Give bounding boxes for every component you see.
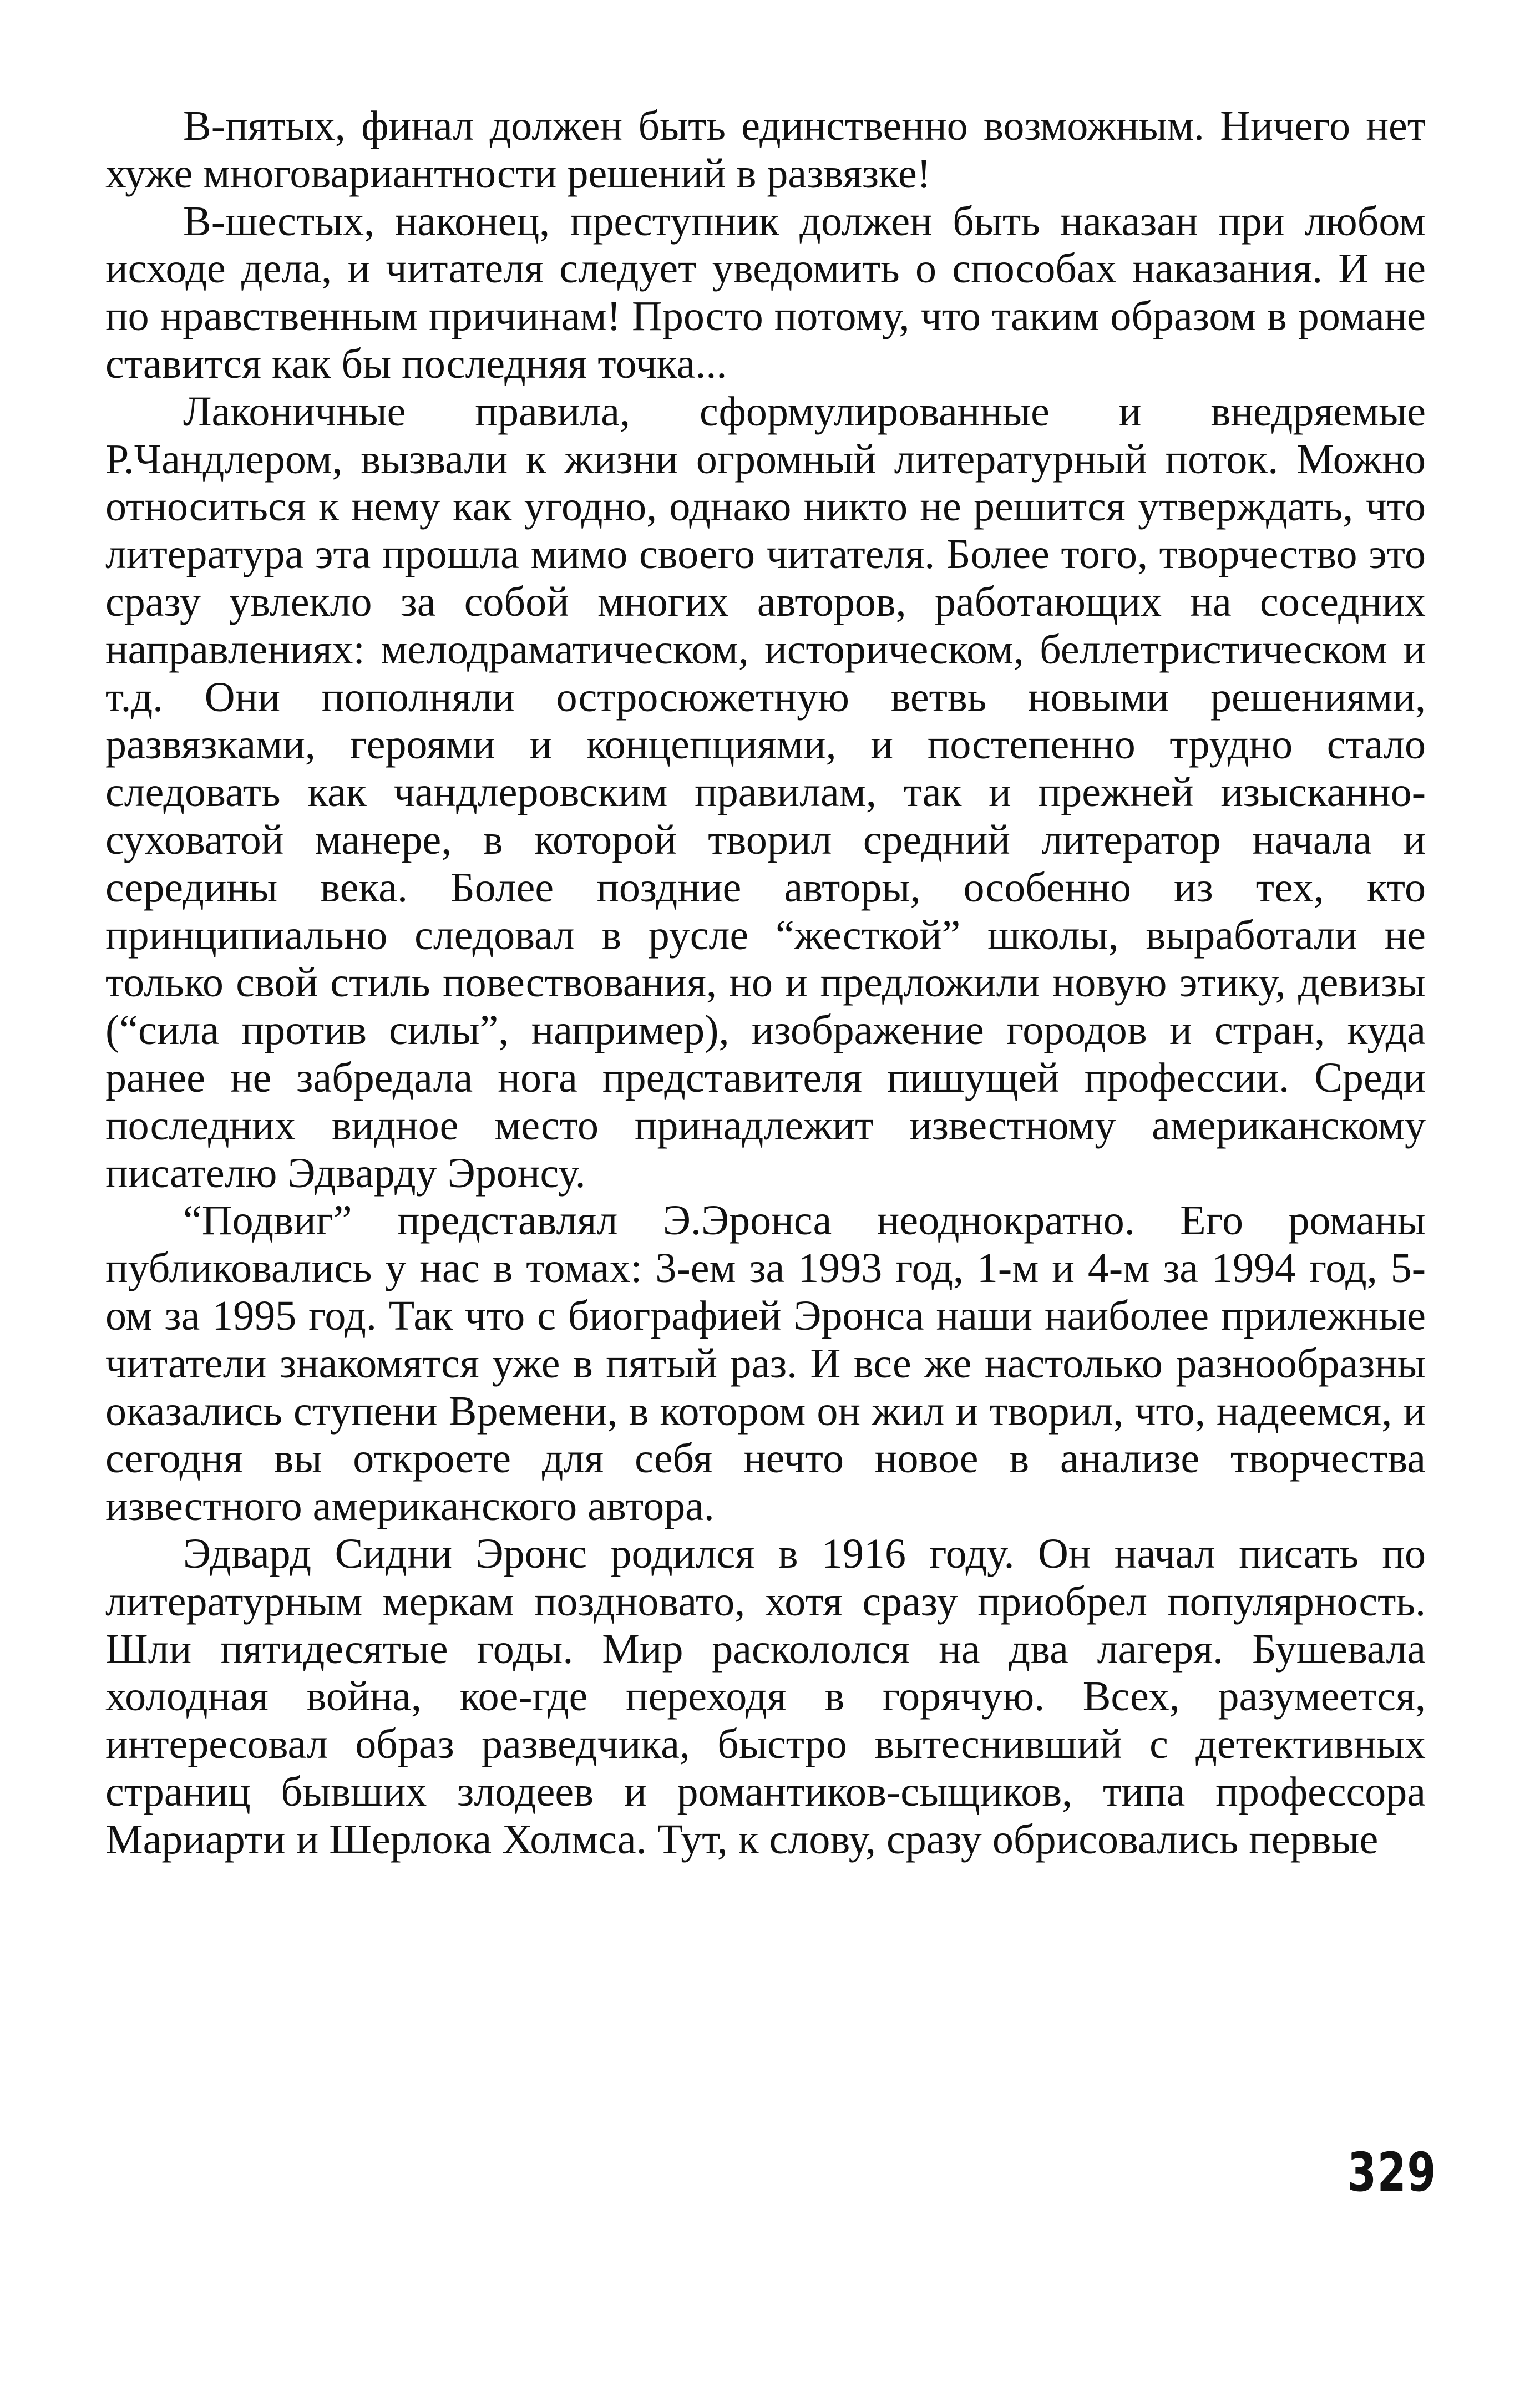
page-number: 329: [1348, 2141, 1437, 2203]
paragraph-aarons-biography: Эдвард Сидни Эронс родился в 1916 году. Он начал писать по литературным меркам поздновато, хотя сразу приобрел популярность. Шли пятидесятые годы. Мир раскололся на два лагеря. Бушевала холодная война, кое-где переходя в горячую. Всех, разумеется, интересовал образ разведчика, быстро вытеснивший с детективных страниц бывших злодеев и романтиков-сыщиков, типа профессора Мариарти и Шерлока Холмса. Тут, к слову, сразу обрисовались первые: [105, 1530, 1426, 1863]
body-text: [105, 103, 1426, 1863]
paragraph-sixth-rule: В-шестых, наконец, преступник должен быть наказан при любом исходе дела, и читателя следует уведомить о способах наказания. И не по нравственным причинам! Просто потому, что таким образом в романе ставится как бы последняя точка...: [105, 197, 1426, 387]
paragraph-fifth-rule: В-пятых, финал должен быть единственно возможным. Ничего нет хуже многовариантности решений в развязке!: [105, 103, 1426, 197]
paragraph-chandler-rules: Лаконичные правила, сформулированные и внедряемые Р.Чандлером, вызвали к жизни огромный литературный поток. Можно относиться к нему как угодно, однако никто не решится утверждать, что литература эта прошла мимо своего читателя. Более того, творчество это сразу увлекло за собой многих авторов, работающих на соседних направлениях: мелодраматическом, историческом, беллетристическом и т.д. Они пополняли остросюжетную ветвь новыми решениями, развязками, героями и концепциями, и постепенно трудно стало следовать как чандлеровским правилам, так и прежней изысканно-суховатой манере, в которой творил средний литератор начала и середины века. Более поздние авторы, особенно из тех, кто принципиально следовал в русле “жесткой” школы, выработали не только свой стиль повествования, но и предложили новую этику, девизы (“сила против силы”, например), изображение городов и стран, куда ранее не забредала нога представителя пишущей профессии. Среди последних видное место принадлежит известному американскому писателю Эдварду Эронсу.: [105, 388, 1426, 1197]
paragraph-podvig-editions: “Подвиг” представлял Э.Эронса неоднократно. Его романы публиковались у нас в томах: 3-ем за 1993 год, 1-м и 4-м за 1994 год, 5-ом за 1995 год. Так что с биографией Эронса наши наиболее прилежные читатели знакомятся уже в пятый раз. И все же настолько разнообразны оказались ступени Времени, в котором он жил и творил, что, надеемся, и сегодня вы откроете для себя нечто новое в анализе творчества известного американского автора.: [105, 1197, 1426, 1530]
